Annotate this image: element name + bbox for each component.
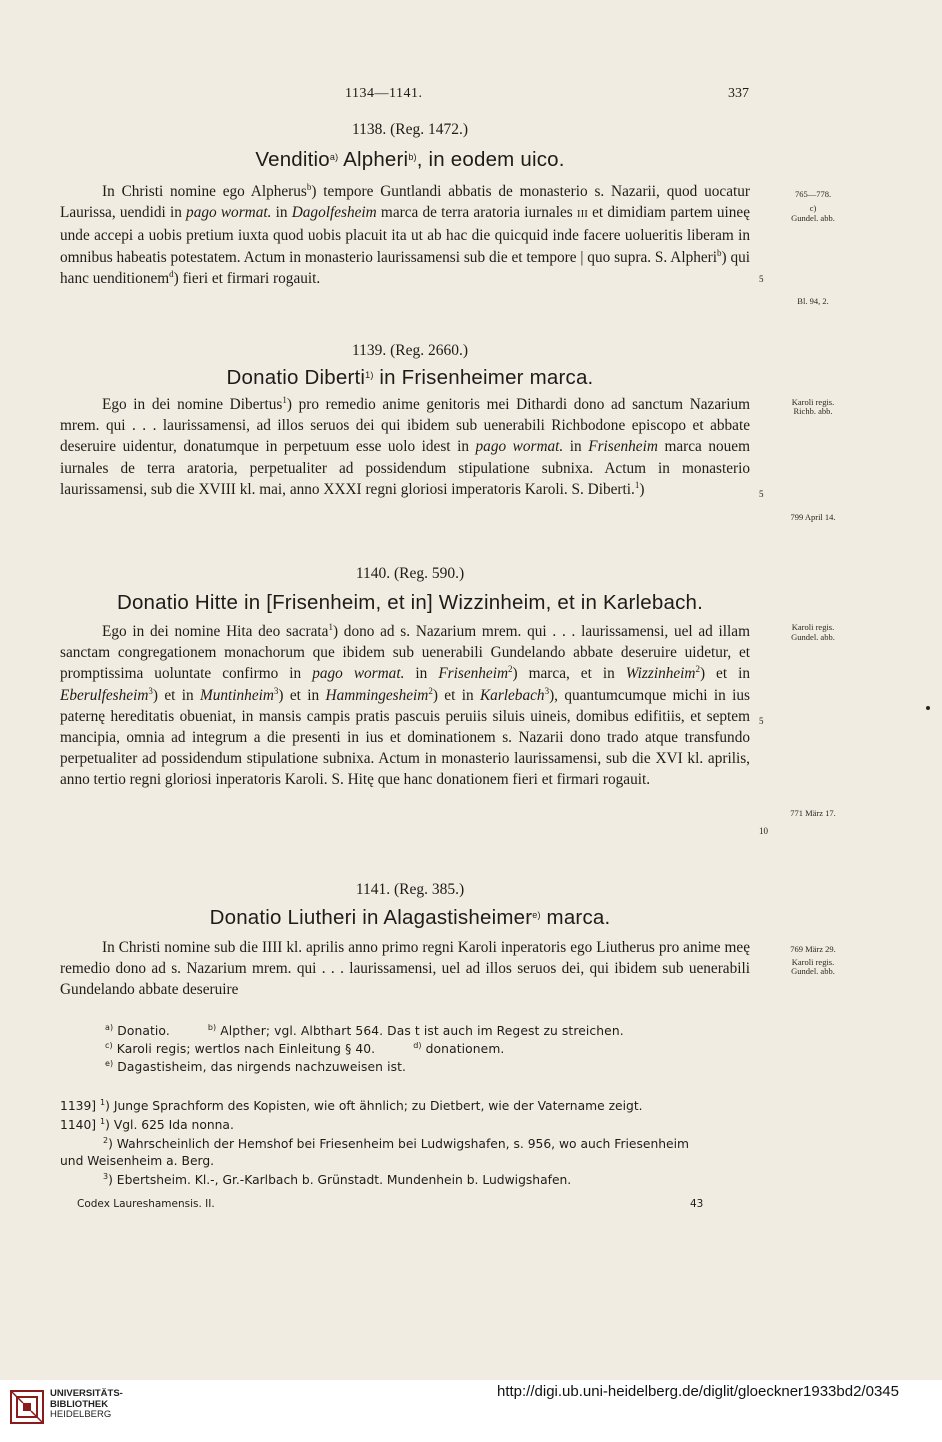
page-number: 337 [728,86,749,101]
entry-text-1140: Ego in dei nomine Hita deo sacrata$^1$) dono ad s. Nazarium mrem. qui . . . laurissamensi, uel ad illam sanctam congregationem monachorum que ibidem sub uenerabili Gundelando abbate deseruire uidetur, et promptissima uoluntate confirmo in pago wormat. in Frisenheim$^2$) marca, et in Wizzinheim$^2$) et in Eberulfesheim$^3$) et in Muntinheim$^3$) et in Hammingesheim$^2$) et in Karlebach$^3$), quantumcumque michi in ius paternę hereditatis obueniat, in mansis campis pratis pascuis peruiis siluis uineis, domibus edifitiis, et septem mancipia, omnia ad integrum a die presenti in ius et dominationem s. Nazarii dono trado atque transfundo perpetualiter ad possidendum stipulatione subnixa. Actum in monasterio laurissamensi, sub die XVI kl. aprilis, anno tertio regni gloriosi inperatoris Karoli. S. Hitę que hanc donationem fieri et firmari rogauit. [60,622,751,789]
line-number: 5 [759,489,764,499]
margin-note-date: 771 März 17. [790,808,836,818]
entry-number-1138: 1138. (Reg. 1472.) [351,121,469,138]
margin-note-abbot: Richb. abb. [793,406,833,416]
entry-title-1138: Venditio$^{a)}$ Alpheri$^{b)}$, in eodem uico. [255,148,565,171]
entry-number-1141: 1141. (Reg. 385.) [355,881,465,898]
library-seal-icon [10,1390,44,1424]
page-footer [77,1198,717,1210]
entry-number-1139: 1139. (Reg. 2660.) [351,342,469,359]
margin-note-abbot: Gundel. abb. [791,632,835,642]
margin-note-date: 765—778. [794,189,832,199]
running-head [0,86,942,106]
critical-apparatus: $^{a)}$ Donatio. $^{b)}$ Alpther; vgl. Albthart 564. Das t ist auch im Regest zu streichen. $^{c)}$ Karoli regis; wertlos nach Einleitung § 40. $^{d)}$ donationem. $^{e)}$ Dagastisheim, das nirgends nachzuweisen ist. [105,1023,624,1074]
margin-note-king: Karoli regis. [791,397,835,407]
margin-note-king: Karoli regis. [791,957,835,967]
margin-note-abbot: Gundel. abb. [791,966,835,976]
margin-note-date: 799 April 14. [790,512,836,522]
entry-text-1141: In Christi nomine sub die IIII kl. aprilis anno primo regni Karoli inperatoris ego Liutherus pro anime meę remedio dono ad s. Nazarium mrem. qui . . . laurissamensi, uel ad illos seruos dei, qui ibidem sub uenerabili Gundelando abbate deseruire [60,939,750,999]
line-number: 5 [759,274,764,284]
entry-text-1138: In Christi nomine ego Alpherus$^b$) tempore Guntlandi abbatis de monasterio s. Nazarii, quod uocatur Laurissa, uendidi in pago wormat. in Dagolfesheim marca de terra aratoria iurnales III et dimidiam partem uineę unde accepi a uobis pretium iuxta quod uobis placuit ita ut ab hac die quicquid inde facere uolueritis liberam in omnibus habeatis potestatem. Actum in monasterio laurissamensi sub die et tempore | quo supra. S. Alpheri$^b$) qui hanc uenditionem$^d$) fieri et firmari rogauit. [60,182,751,287]
editorial-notes: 1139] $^1$) Junge Sprachform des Kopisten, wie oft ähnlich; zu Dietbert, wie der Vatername zeigt. 1140] $^1$) Vgl. 625 Ida nonna. $^2$) Wahrscheinlich der Hemshof bei Friesenheim bei Ludwigshafen, s. 956, wo auch Friesenheim und Weisenheim a. Berg. $^3$) Ebertsheim. Kl.-, Gr.-Karlbach b. Grünstadt. Mundenhein b. Ludwigshafen. [60,1098,690,1187]
footer-title: Codex Laureshamensis. II. [77,1198,215,1210]
entry-text-1139: Ego in dei nomine Dibertus$^1$) pro remedio anime genitoris mei Dithardi dono ad sanctum Nazarium mrem. qui . . . laurissamensi, ad illos seruos dei qui ibidem sub uenerabili Richbodone episcopo et abbate deseruire uidentur, donatumque in perpetuum esse uolo idest in pago wormat. in Frisenheim marca nouem iurnales de terra aratoria, perpetualiter ad possidendum stipulatione subnixa. Actum in monasterio laurissamensi, sub die XVIII kl. mai, anno XXXI regni gloriosi imperatoris Karoli. S. Diberti.$^1$) [60,395,751,498]
running-head-range: 1134—1141. [345,86,423,101]
margin-note-folio: Bl. 94, 2. [797,296,829,306]
margin-note-date: 769 März 29. [790,944,836,954]
document-url[interactable]: http://digi.ub.uni-heidelberg.de/diglit/gloeckner1933bd2/0345 [497,1383,899,1400]
margin-note-abbot: Gundel. abb. [791,213,835,223]
entry-title-1140: Donatio Hitte in [Frisenheim, et in] Wizzinheim, et in Karlebach. [116,591,704,614]
margin-note-king: Karoli regis. [791,622,835,632]
line-number: 10 [759,826,768,836]
library-name: UNIVERSITÄTS- BIBLIOTHEK HEIDELBERG [50,1388,123,1420]
entry-title-1139: Donatio Diberti$^{1)}$ in Frisenheimer marca. [226,366,594,389]
signature-mark: 43 [690,1198,704,1210]
margin-note-mark: c) [809,203,817,213]
entry-title-1141: Donatio Liutheri in Alagastisheimer$^{e)}$ marca. [209,906,611,929]
line-number: 5 [759,716,764,726]
entry-number-1140: 1140. (Reg. 590.) [355,565,465,582]
ink-speck [926,706,930,710]
